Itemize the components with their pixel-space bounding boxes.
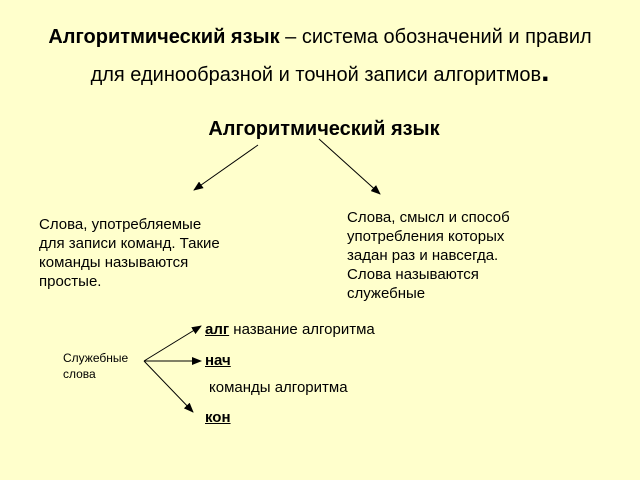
simple-words-line: для записи команд. Такие — [39, 235, 220, 252]
keyword-commands-description: команды алгоритма — [209, 379, 348, 396]
arrow-to-simple-words — [194, 145, 258, 190]
keyword-commands-row — [209, 379, 348, 396]
arrow-to-kon — [144, 361, 193, 412]
diagram-heading: Алгоритмический язык — [208, 118, 440, 140]
service-words-line: употребления которых — [347, 228, 505, 245]
service-words-label-line: слова — [63, 367, 96, 381]
keyword-alg-description: название алгоритма — [229, 321, 375, 338]
simple-words-line: команды называются — [39, 254, 189, 271]
service-words-line: Слова, смысл и способ — [347, 209, 510, 226]
simple-words-description — [39, 215, 259, 291]
keyword-kon: кон — [205, 409, 231, 426]
simple-words-line: простые. — [39, 273, 102, 290]
definition-rest: – система обозначений и правил — [279, 26, 592, 48]
service-words-label-line: Служебные — [63, 351, 129, 365]
definition-line-2 — [0, 55, 640, 88]
arrow-to-service-words — [319, 139, 380, 194]
keyword-kon-row — [205, 409, 231, 426]
keyword-nach: нач — [205, 352, 231, 369]
service-words-description — [347, 208, 547, 303]
keyword-alg-row — [205, 321, 375, 338]
definition-term: Алгоритмический язык — [48, 26, 280, 48]
keyword-nach-row — [205, 352, 231, 369]
service-words-line: задан раз и навсегда. — [347, 247, 499, 264]
definition-period: . — [541, 55, 550, 88]
keyword-alg: алг — [205, 321, 230, 338]
service-words-label — [63, 350, 128, 382]
simple-words-line: Слова, употребляемые — [39, 216, 202, 233]
definition-line-1 — [0, 26, 640, 49]
arrow-to-alg — [144, 326, 201, 361]
service-words-line: Слова называются — [347, 266, 479, 283]
service-words-line: служебные — [347, 285, 426, 302]
definition-line-2-text: для единообразной и точной записи алгоритмов — [90, 64, 542, 86]
